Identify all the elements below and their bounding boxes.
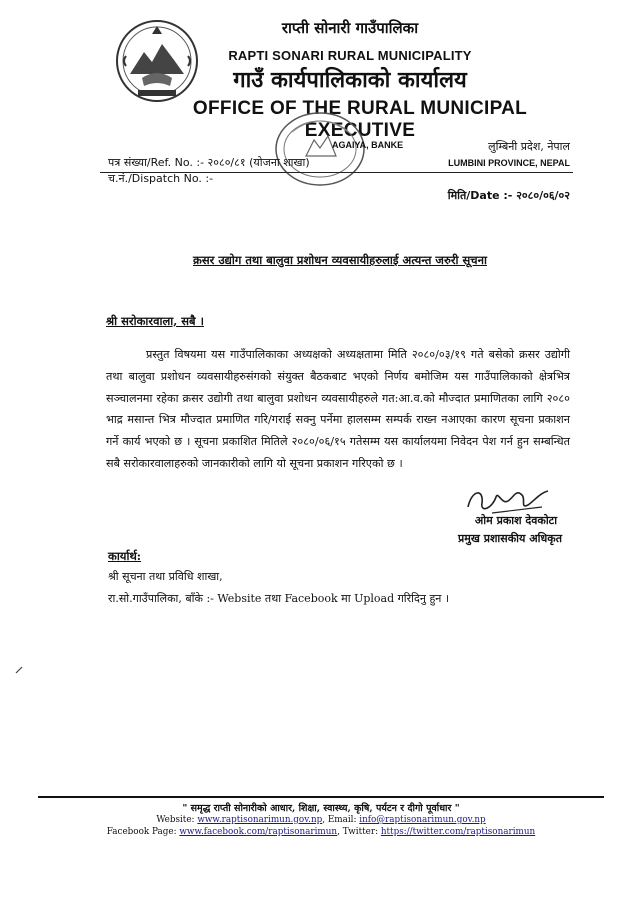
twitter-label: , Twitter: — [337, 827, 379, 837]
letter-subject: क्रसर उद्योग तथा बालुवा प्रशोधन व्यवसायीहरुलाई अत्यन्त जरुरी सूचना — [193, 253, 487, 267]
date-label: मिति/Date :- — [447, 189, 513, 202]
email-link[interactable]: info@raptisonarimun.gov.np — [359, 815, 486, 825]
office-name-nepali: गाउँ कार्यपालिकाको कार्यालय — [233, 67, 467, 93]
email-label: , Email: — [322, 815, 357, 825]
action-line-1: श्री सूचना तथा प्रविधि शाखा, — [108, 570, 223, 583]
reference-label: पत्र संख्या/Ref. No. :- — [108, 156, 205, 169]
facebook-link[interactable]: www.facebook.com/raptisonarimun — [179, 827, 338, 837]
municipality-name-english: RAPTI SONARI RURAL MUNICIPALITY — [228, 48, 472, 63]
letter-body: प्रस्तुत विषयमा यस गाउँपालिकाका अध्यक्षको अध्यक्षतामा मिति २०८०/०३/१९ गते बसेको क्रसर उद्योगी तथा बालुवा प्रशोधन व्यवसायीहरुसंगको संयुक्त बैठकबाट भएको निर्णय बमोजिम यस गाउँपालिकाको क्षेत्रभित्र सञ्चालनमा रहेका क्रसर उद्योगी तथा बालुवा प्रशोधन व्यवसायीहरुले गत:आ.व.को मौज्दात प्रमाणितका लागि २०८० भाद्र मसान्त भित्र मौज्दात प्रमाणित गरि/गराई सक्नु पर्नेमा हालसम्म सम्पर्क राख्न नआएका कारण सूचना प्रकाशन गर्ने कार्य भएको छ । सूचना प्रकाशित मितिले २०८०/०६/१५ गतेसम्म यस कार्यालयमा निवेदन पेश गर्न हुन सम्बन्धित सबै सरोकारवालाहरुको जानकारीको लागि यो सूचना प्रकाशन गरिएको छ । — [106, 348, 570, 470]
salutation: श्री सरोकारवाला, सबै । — [106, 314, 204, 328]
office-name-english: OFFICE OF THE RURAL MUNICIPAL EXECUTIVE — [192, 98, 528, 141]
signatory-title: प्रमुख प्रशासकीय अधिकृत — [458, 532, 562, 545]
reference-number — [108, 155, 310, 170]
twitter-link[interactable]: https://twitter.com/raptisonarimun — [380, 827, 536, 837]
footer-social — [38, 827, 604, 837]
footer-contact — [38, 815, 604, 825]
municipality-name-nepali: राप्ती सोनारी गाउँपालिका — [281, 19, 419, 37]
signatory-name: ओम प्रकाश देवकोटा — [474, 514, 558, 527]
action-line-2: रा.सो.गाउँपालिका, बाँके :- Website तथा Facebook मा Upload गरिदिनु हुन । — [108, 592, 450, 605]
province-nepali: लुम्बिनी प्रदेश, नेपाल — [488, 140, 570, 153]
action-heading: कार्यार्थ: — [108, 549, 142, 563]
footer-slogan: " समृद्ध राप्ती सोनारीको आधार, शिक्षा, स्वास्थ्य, कृषि, पर्यटन र दीगो पूर्वाधार " — [182, 803, 460, 814]
dispatch-number — [108, 171, 213, 186]
website-label: Website: — [156, 815, 195, 825]
facebook-label: Facebook Page: — [106, 827, 177, 837]
letter-date — [410, 188, 570, 203]
date-value: २०८०/०६/०२ — [516, 189, 570, 202]
stray-mark — [14, 665, 24, 675]
website-link[interactable]: www.raptisonarimun.gov.np — [197, 815, 323, 825]
nepal-emblem-icon — [112, 16, 202, 106]
footer-divider — [38, 796, 604, 798]
dispatch-label: च.नं./Dispatch No. :- — [108, 172, 214, 185]
reference-value: २०८०/८१ (योजना शाखा) — [207, 156, 310, 169]
seal-place-text: AGAIYA, BANKE — [332, 140, 404, 150]
province-english: LUMBINI PROVINCE, NEPAL — [448, 158, 570, 168]
